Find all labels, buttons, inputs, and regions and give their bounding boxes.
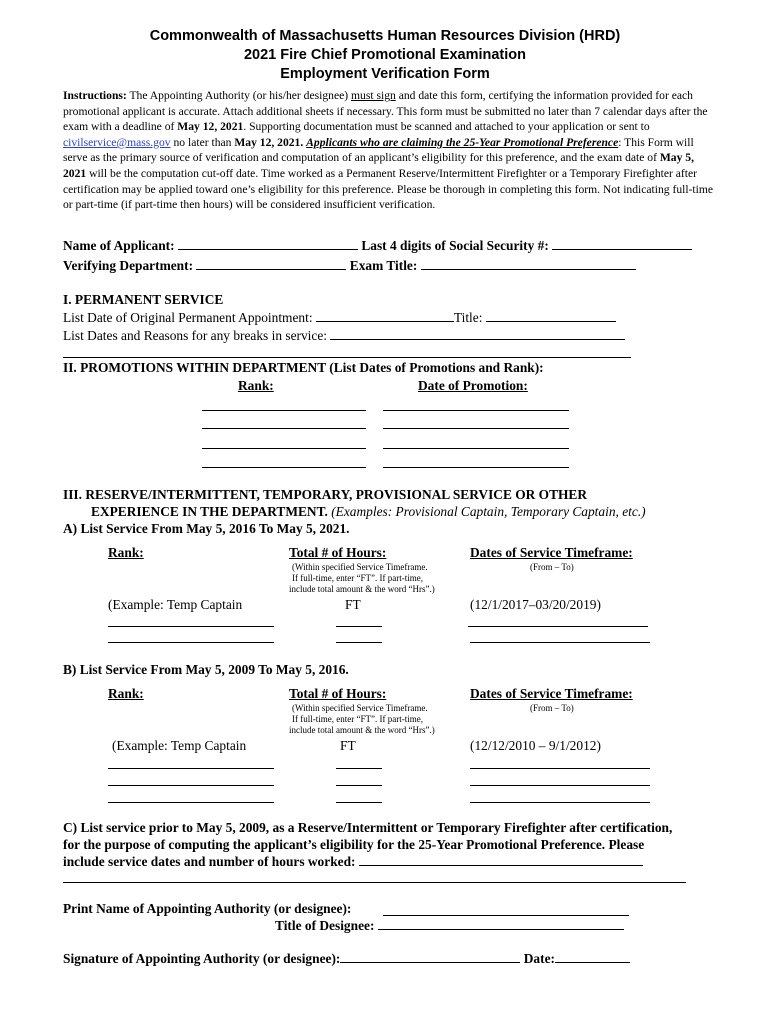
part-b-rank-field[interactable] (108, 785, 274, 786)
part-c-text: C) List service prior to May 5, 2009, as a Reserve/Intermittent or Temporary Firefighter after certification, (63, 820, 673, 835)
form-exam-title: 2021 Fire Chief Promotional Examination (243, 47, 526, 63)
signature-row (63, 951, 630, 967)
part-b-hours-field[interactable] (336, 768, 382, 769)
part-b-dates-note: (From – To) (530, 703, 574, 713)
part-b-hours-header: Total # of Hours: (289, 686, 387, 701)
applicant-name-label: Name of Applicant: (63, 238, 175, 253)
part-a-example-rank: (Example: Temp Captain (108, 597, 243, 612)
part-c-text: for the purpose of computing the applicant’s eligibility for the 25-Year Promotional Preference. Please (63, 837, 645, 852)
part-c-text: include service dates and number of hours worked: (63, 854, 356, 869)
part-a-dates-field[interactable] (470, 642, 650, 643)
breaks-row (63, 328, 625, 344)
promotion-date-field[interactable] (383, 428, 569, 429)
part-a-example-hours: FT (345, 597, 361, 612)
part-a-hours-header: Total # of Hours: (289, 545, 387, 560)
must-sign-text: must sign (351, 89, 396, 102)
permanent-title-label: Title: (453, 310, 483, 325)
part-b-hours-note: If full-time, enter “FT”. If part-time, (292, 714, 423, 724)
part-c-text-row (63, 854, 643, 870)
promotion-rank-field[interactable] (202, 467, 366, 468)
part-b-title: B) List Service From May 5, 2009 To May 5, 2016. (63, 662, 349, 677)
breaks-label: List Dates and Reasons for any breaks in service: (63, 328, 328, 343)
exam-date: May 5, 2021 (63, 151, 694, 180)
promotion-date-field[interactable] (383, 467, 569, 468)
promotion-date-field[interactable] (383, 410, 569, 411)
part-b-hours-note: include total amount & the word “Hrs”.) (289, 725, 435, 735)
print-name-row (63, 901, 351, 917)
section-reserve-examples: (Examples: Provisional Captain, Temporary Captain, etc.) (327, 504, 646, 519)
part-a-hours-field[interactable] (336, 626, 382, 627)
promotion-rank-field[interactable] (202, 428, 366, 429)
part-b-dates-field[interactable] (470, 785, 650, 786)
part-a-hours-field[interactable] (336, 642, 382, 643)
breaks-field[interactable] (330, 338, 625, 340)
instructions-paragraph: Instructions: The Appointing Authority (or his/her designee) must sign and date this form, certifying the information provided for each promotional applicant is accurate. Attach additional sheets if necessary. This form must be submitted no later than 7 calendar days after the exam with a deadline of May 12, 2021. Supporting documentation must be scanned and attached to your application or sent to civilservice@mass.gov no later than May 12, 2021. Applicants who are claiming the 25-Year Promotional Preference: This Form will serve as the primary source of verification and computation of an applicant’s eligibility for this preference, and the exam date of May 5, 2021 will be the computation cut-off date. Time worked as a Permanent Reserve/Intermittent Firefighter or a Temporary Firefighter after certification may be applied toward one’s eligibility for this preference. Please be thorough in completing this form. Not indicating full-time or part-time (if part-time then hours) will be considered insufficient verification. (63, 89, 714, 212)
department-row (63, 258, 636, 274)
designee-title-row (275, 918, 624, 934)
form-title: Employment Verification Form (280, 66, 490, 82)
part-a-rank-field[interactable] (108, 642, 274, 643)
part-a-dates-note: (From – To) (530, 562, 574, 572)
part-b-example-rank: (Example: Temp Captain (112, 738, 247, 753)
signature-date-label: Date: (523, 951, 555, 966)
preference-note: Applicants who are claiming the 25-Year Promotional Preference (306, 135, 619, 149)
instructions-label: Instructions: (63, 89, 127, 102)
exam-title-label: Exam Title: (349, 258, 418, 273)
applicant-name-field[interactable] (178, 248, 358, 250)
signature-label: Signature of Appointing Authority (or designee): (63, 951, 341, 966)
original-appointment-field[interactable] (316, 320, 454, 322)
part-a-example-dates: (12/1/2017–03/20/2019) (470, 597, 601, 612)
designee-title-label: Title of Designee: (275, 918, 375, 933)
part-b-dates-header: Dates of Service Timeframe: (470, 686, 633, 701)
part-b-hours-field[interactable] (336, 802, 382, 803)
promotion-rank-field[interactable] (202, 448, 366, 449)
part-b-hours-note: (Within specified Service Timeframe. (292, 703, 428, 713)
deadline-date-2: May 12, 2021. (234, 135, 304, 149)
part-b-dates-field[interactable] (470, 802, 650, 803)
part-b-rank-header: Rank: (108, 686, 144, 701)
original-appointment-label: List Date of Original Permanent Appointment: (63, 310, 313, 325)
part-b-rank-field[interactable] (108, 802, 274, 803)
part-b-hours-field[interactable] (336, 785, 382, 786)
print-name-label: Print Name of Appointing Authority (or designee): (63, 901, 352, 916)
applicant-name-row (63, 238, 692, 254)
promotion-rank-field[interactable] (202, 410, 366, 411)
part-a-dates-header: Dates of Service Timeframe: (470, 545, 633, 560)
part-a-hours-note: include total amount & the word “Hrs”.) (289, 584, 435, 594)
signature-field[interactable] (340, 961, 520, 963)
part-a-hours-note: If full-time, enter “FT”. If part-time, (292, 573, 423, 583)
part-a-hours-note: (Within specified Service Timeframe. (292, 562, 428, 572)
section-permanent-service-heading: I. PERMANENT SERVICE (63, 292, 224, 307)
part-a-rank-header: Rank: (108, 545, 144, 560)
ssn-field[interactable] (552, 248, 692, 250)
part-a-title: A) List Service From May 5, 2016 To May 5, 2021. (63, 521, 350, 536)
part-b-example-dates: (12/12/2010 – 9/1/2012) (470, 738, 601, 753)
original-appointment-row (63, 310, 616, 326)
deadline-date: May 12, 2021 (177, 120, 244, 134)
part-a-rank-field[interactable] (108, 626, 274, 627)
promotion-rank-header: Rank: (238, 378, 274, 393)
part-c-field[interactable] (359, 864, 643, 866)
part-c-extra-line[interactable] (63, 882, 686, 883)
print-name-field[interactable] (383, 915, 629, 916)
permanent-title-field[interactable] (486, 320, 616, 322)
part-b-example-hours: FT (340, 738, 356, 753)
part-a-dates-field[interactable] (468, 626, 648, 627)
signature-date-field[interactable] (555, 961, 630, 963)
verifying-department-label: Verifying Department: (63, 258, 194, 273)
exam-title-field[interactable] (421, 268, 636, 270)
email-link[interactable]: civilservice@mass.gov (63, 135, 171, 149)
verifying-department-field[interactable] (196, 268, 346, 270)
designee-title-field[interactable] (378, 928, 624, 930)
ssn-label: Last 4 digits of Social Security #: (361, 238, 549, 253)
breaks-extra-line[interactable] (63, 357, 631, 358)
part-b-rank-field[interactable] (108, 768, 274, 769)
section-reserve-heading-2: EXPERIENCE IN THE DEPARTMENT. (Examples: Provisional Captain, Temporary Captain, etc.) (91, 504, 646, 519)
promotion-date-field[interactable] (383, 448, 569, 449)
promotion-date-header: Date of Promotion: (418, 378, 528, 393)
section-promotions-heading: II. PROMOTIONS WITHIN DEPARTMENT (List Dates of Promotions and Rank): (63, 360, 544, 375)
section-reserve-heading: III. RESERVE/INTERMITTENT, TEMPORARY, PROVISIONAL SERVICE OR OTHER (63, 487, 588, 502)
part-b-dates-field[interactable] (470, 768, 650, 769)
form-agency-title: Commonwealth of Massachusetts Human Resources Division (HRD) (149, 28, 621, 44)
